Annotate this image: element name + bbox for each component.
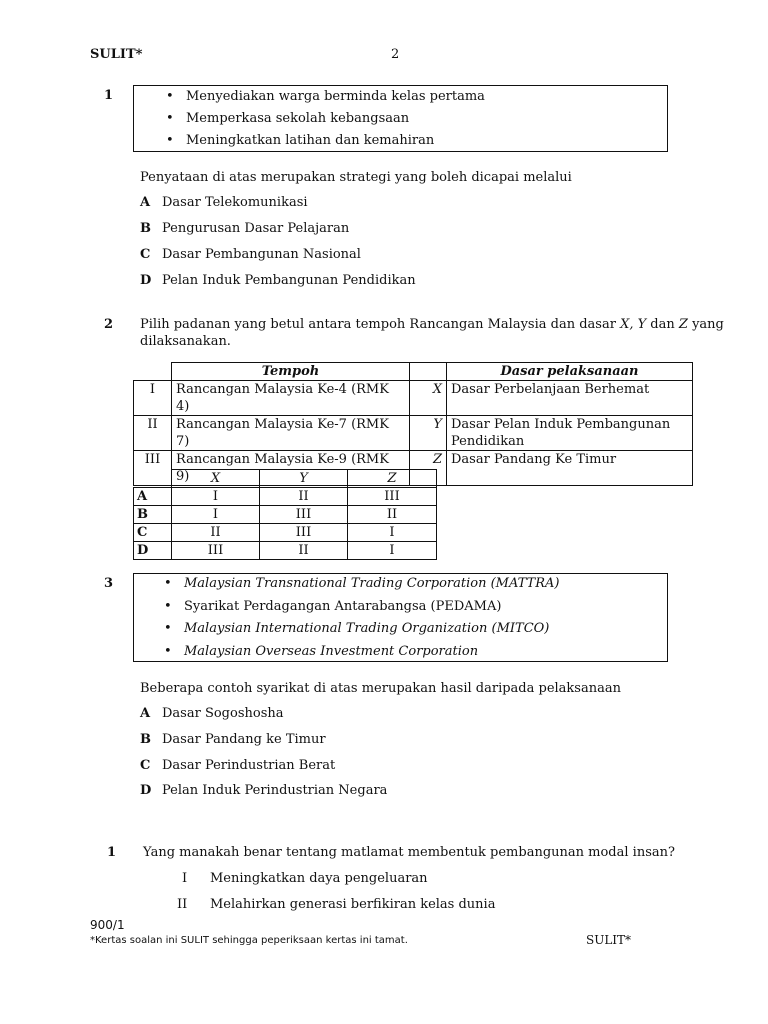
roman-cell: III [134,451,172,486]
dasar-line-2: Pendidikan [451,434,525,449]
q1-option-d[interactable] [140,273,416,288]
option-letter: D [140,783,152,798]
q4-item-1-roman: I [182,871,188,886]
q4-item-2-text: Melahirkan generasi berfikiran kelas dunia [210,897,496,912]
roman-cell: II [134,416,172,451]
roman-cell: I [134,381,172,416]
option-text: Dasar Pandang ke Timur [162,732,326,747]
q4-item-2-roman: II [177,897,188,912]
footer-sulit: SULIT* [586,933,632,947]
option-letter: B [140,221,151,236]
option-text: Dasar Perindustrian Berat [162,758,336,773]
footer-code: 900/1 [90,918,125,932]
option-text: Dasar Telekomunikasi [162,195,308,210]
empty-cell [134,363,172,381]
q4-number: 1 [107,845,117,860]
option-text: Pelan Induk Pembangunan Pendidikan [162,273,416,288]
q2-stem [140,317,724,332]
table-row [134,381,693,416]
option-letter: C [140,758,151,773]
answer-row-d[interactable] [134,542,437,560]
q2-stem-part: dan [646,317,679,332]
answer-row-a[interactable] [134,488,437,506]
header-sulit: SULIT* [90,47,143,62]
head-tempoh: Tempoh [172,363,410,381]
q1-stem: Penyataan di atas merupakan strategi yang boleh dicapai melalui [140,170,572,185]
dasar-line-1: Dasar Pelan Induk Pembangunan [451,417,671,432]
answer-z: II [348,506,437,524]
q1-bullet-1: • Menyediakan warga berminda kelas pertama [186,89,485,104]
option-letter: C [140,247,151,262]
answer-x: III [172,542,260,560]
q1-option-c[interactable] [140,247,361,262]
q1-number: 1 [104,88,114,103]
dasar-cell: Dasar Pandang Ke Timur [447,451,693,486]
empty-cell [410,363,447,381]
answer-row-c[interactable] [134,524,437,542]
q3-statement-box [133,573,668,662]
q2-stem-part: yang [687,317,724,332]
answer-x: I [172,506,260,524]
tempoh-cell: Rancangan Malaysia Ke-7 (RMK 7) [172,416,410,451]
answer-z: I [348,542,437,560]
empty-cell [134,470,172,488]
q3-bullet-4: • Malaysian Overseas Investment Corporation [184,644,478,659]
answer-z: I [348,524,437,542]
dasar-cell: Dasar Perbelanjaan Berhemat [447,381,693,416]
q1-option-a[interactable] [140,195,308,210]
option-text: Dasar Sogoshosha [162,706,284,721]
table-header-row [134,363,693,381]
table-row [134,416,693,451]
q4-stem: Yang manakah benar tentang matlamat membentuk pembangunan modal insan? [143,845,675,860]
key-cell: X [410,381,447,416]
q2-number: 2 [104,317,114,332]
q2-stem-xy: X, Y [620,317,647,332]
q3-option-c[interactable] [140,758,335,773]
answer-y: II [260,542,348,560]
q2-stem-line2: dilaksanakan. [140,334,231,349]
q3-option-b[interactable] [140,732,326,747]
q3-number: 3 [104,576,114,591]
option-letter: A [140,706,151,721]
q3-stem: Beberapa contoh syarikat di atas merupakan hasil daripada pelaksanaan [140,681,621,696]
page-number: 2 [391,47,400,62]
answer-letter: D [134,542,172,560]
q2-match-table [133,362,693,486]
q1-bullet-2: • Memperkasa sekolah kebangsaan [186,111,409,126]
option-letter: D [140,273,152,288]
option-text: Pelan Induk Perindustrian Negara [162,783,388,798]
col-x: X [172,470,260,488]
q4-item-1-text: Meningkatkan daya pengeluaran [210,871,428,886]
option-text: Pengurusan Dasar Pelajaran [162,221,350,236]
answer-z: III [348,488,437,506]
answer-letter: C [134,524,172,542]
answer-letter: A [134,488,172,506]
answer-y: III [260,524,348,542]
head-dasar: Dasar pelaksanaan [447,363,693,381]
footer-note: *Kertas soalan ini SULIT sehingga peperiksaan kertas ini tamat. [90,935,408,946]
answer-y: II [260,488,348,506]
answer-header-row [134,470,437,488]
q3-bullet-2: • Syarikat Perdagangan Antarabangsa (PEDAMA) [184,599,501,614]
option-letter: A [140,195,151,210]
option-letter: B [140,732,151,747]
q3-option-d[interactable] [140,783,387,798]
q3-bullet-3: • Malaysian International Trading Organization (MITCO) [184,621,549,636]
key-cell: Z [410,451,447,486]
answer-x: II [172,524,260,542]
answer-letter: B [134,506,172,524]
answer-x: I [172,488,260,506]
q3-bullet-1: • Malaysian Transnational Trading Corporation (MATTRA) [184,576,559,591]
q2-stem-z: Z [678,317,688,332]
tempoh-cell: Rancangan Malaysia Ke-4 (RMK 4) [172,381,410,416]
q2-answer-table [133,469,437,560]
answer-row-b[interactable] [134,506,437,524]
tempoh-cell: Rancangan Malaysia Ke-9 (RMK 9) [172,451,410,486]
q3-option-a[interactable] [140,706,284,721]
key-cell: Y [410,416,447,451]
option-text: Dasar Pembangunan Nasional [162,247,361,262]
q1-option-b[interactable] [140,221,349,236]
q2-stem-part: Pilih padanan yang betul antara tempoh Rancangan Malaysia dan dasar [140,317,621,332]
col-z: Z [348,470,437,488]
q1-bullet-3: • Meningkatkan latihan dan kemahiran [186,133,434,148]
q1-statement-box [133,85,668,152]
answer-y: III [260,506,348,524]
col-y: Y [260,470,348,488]
dasar-cell [447,416,693,451]
